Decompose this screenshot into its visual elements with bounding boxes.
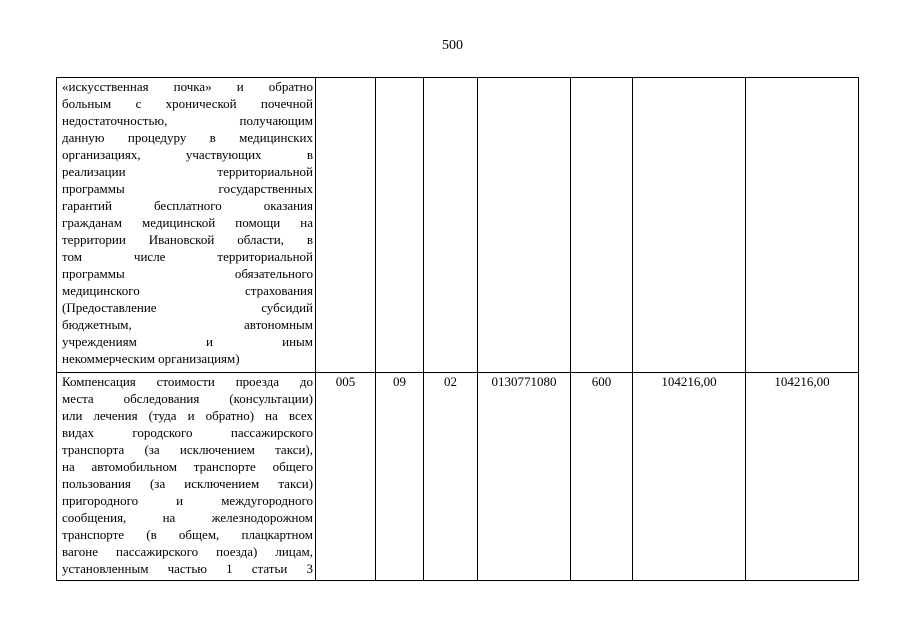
description-line: вагоне пассажирского поезда) лицам, (62, 544, 313, 559)
amount-1-cell (633, 373, 746, 581)
budget-table (56, 77, 859, 581)
amount-2-cell (746, 373, 859, 581)
description-line: сообщения, на железнодорожном (62, 510, 313, 525)
description-line: транспорта (за исключением такси), (62, 442, 313, 457)
description-line: «искусственная почка» и обратно (62, 79, 313, 94)
subsection-cell (424, 78, 478, 373)
description-line: реализации территориальной (62, 164, 313, 179)
description-line: том числе территориальной (62, 249, 313, 264)
description-text (62, 373, 313, 577)
description-line: гарантий бесплатного оказания (62, 198, 313, 213)
expense-type-code: 600 (591, 374, 612, 389)
description-line: недостаточностью, получающим (62, 113, 313, 128)
description-line: или лечения (туда и обратно) на всех (62, 408, 313, 423)
description-line: территории Ивановской области, в (62, 232, 313, 247)
description-line: некоммерческим организациям) (62, 351, 240, 366)
description-line: транспорте (в общем, плацкартном (62, 527, 313, 542)
target-article-cell (478, 373, 571, 581)
section-code: 09 (393, 374, 406, 389)
description-cell (57, 373, 316, 581)
amount-2-cell (746, 78, 859, 373)
section-cell (376, 78, 424, 373)
description-line: установленным частью 1 статьи 3 (62, 561, 313, 576)
admin-code: 005 (335, 374, 356, 389)
description-line: больным с хронической почечной (62, 96, 313, 111)
description-line: на автомобильном транспорте общего (62, 459, 313, 474)
table-row (57, 78, 859, 373)
subsection-cell (424, 373, 478, 581)
description-line: учреждениям и иным (62, 334, 313, 349)
amount-1-cell (633, 78, 746, 373)
description-cell (57, 78, 316, 373)
subsection-code: 02 (444, 374, 457, 389)
description-line: пользования (за исключением такси) (62, 476, 313, 491)
table-row (57, 373, 859, 581)
description-line: программы обязательного (62, 266, 313, 281)
description-line: видах городского пассажирского (62, 425, 313, 440)
description-line: Компенсация стоимости проезда до (62, 374, 313, 389)
description-line: гражданам медицинской помощи на (62, 215, 313, 230)
description-line: бюджетным, автономным (62, 317, 313, 332)
description-line: медицинского страхования (62, 283, 313, 298)
target-article-code: 0130771080 (491, 374, 557, 389)
amount-1: 104216,00 (661, 374, 717, 389)
description-line: места обследования (консультации) (62, 391, 313, 406)
section-cell (376, 373, 424, 581)
admin-code-cell (316, 78, 376, 373)
expense-type-cell (571, 78, 633, 373)
expense-type-cell (571, 373, 633, 581)
description-text (62, 78, 313, 367)
description-line: организациях, участвующих в (62, 147, 313, 162)
description-line: программы государственных (62, 181, 313, 196)
page-number: 500 (442, 38, 463, 53)
amount-2: 104216,00 (774, 374, 830, 389)
admin-code-cell (316, 373, 376, 581)
description-line: (Предоставление субсидий (62, 300, 313, 315)
description-line: пригородного и междугородного (62, 493, 313, 508)
target-article-cell (478, 78, 571, 373)
description-line: данную процедуру в медицинских (62, 130, 313, 145)
